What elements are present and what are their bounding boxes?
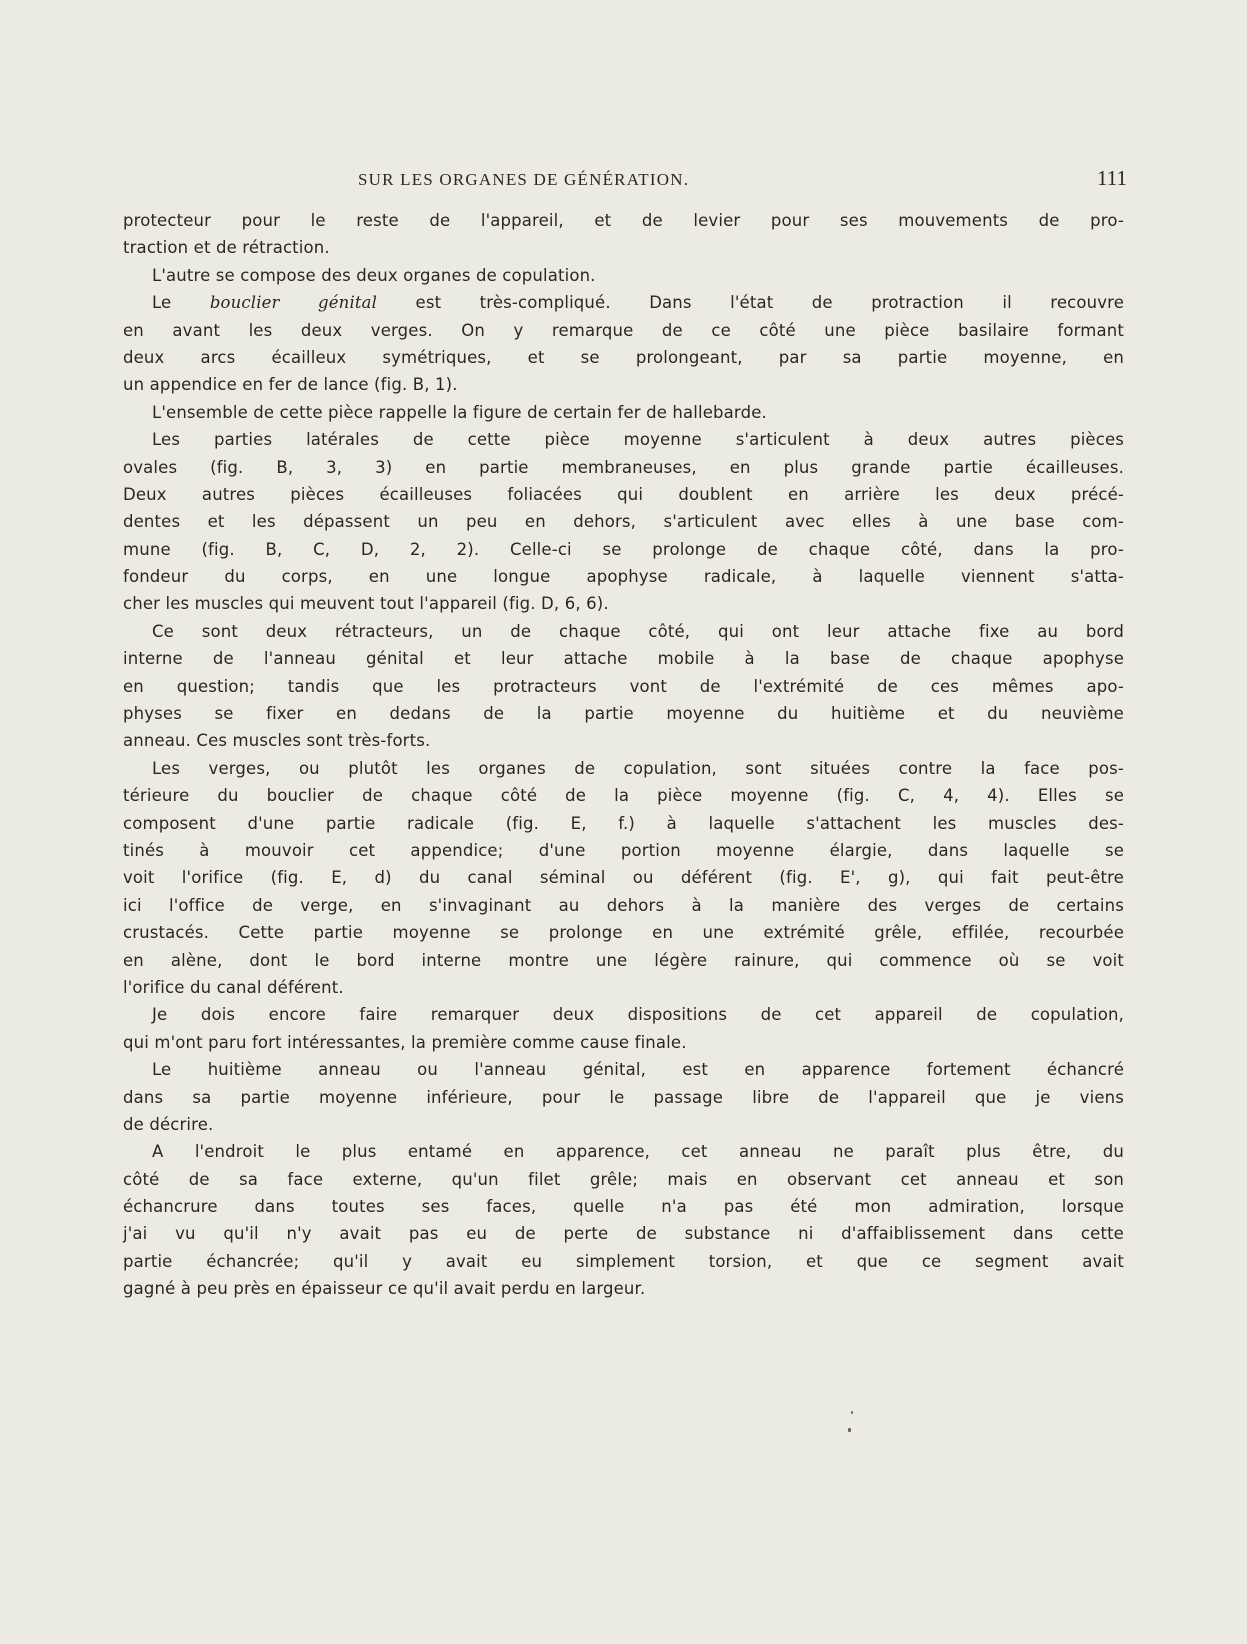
- page-number: 111: [1097, 166, 1127, 190]
- text-line: échancrure dans toutes ses faces, quelle n'a pas été mon admiration, lorsque: [123, 1197, 1124, 1217]
- text-line: mune (fig. B, C, D, 2, 2). Celle-ci se prolonge de chaque côté, dans la pro-: [123, 539, 1124, 559]
- text-line: térieure du bouclier de chaque côté de la pièce moyenne (fig. C, 4, 4). Elles se: [123, 786, 1124, 806]
- text-segment: est très-compliqué. Dans l'état de protraction il recouvre: [377, 293, 1124, 313]
- text-line: Les parties latérales de cette pièce moyenne s'articulent à deux autres pièces: [152, 430, 1124, 450]
- text-line: en alène, dont le bord interne montre une légère rainure, qui commence où se voit: [123, 950, 1124, 970]
- text-line: L'autre se compose des deux organes de copulation.: [152, 265, 596, 285]
- text-line: j'ai vu qu'il n'y avait pas eu de perte de substance ni d'affaiblissement dans cette: [123, 1224, 1124, 1244]
- text-line: qui m'ont paru fort intéressantes, la première comme cause finale.: [123, 1032, 687, 1052]
- text-line: Le huitième anneau ou l'anneau génital, est en apparence fortement échancré: [152, 1060, 1124, 1080]
- text-line: ovales (fig. B, 3, 3) en partie membraneuses, en plus grande partie écailleuses.: [123, 457, 1124, 477]
- text-line: gagné à peu près en épaisseur ce qu'il avait perdu en largeur.: [123, 1279, 646, 1299]
- text-line: [123, 289, 1124, 316]
- page-header: [120, 168, 1129, 196]
- text-line: en question; tandis que les protracteurs vont de l'extrémité de ces mêmes apo-: [123, 676, 1124, 696]
- text-line: de décrire.: [123, 1114, 214, 1134]
- text-line: Je dois encore faire remarquer deux dispositions de cet appareil de copulation,: [152, 1005, 1124, 1025]
- text-line: anneau. Ces muscles sont très-forts.: [123, 731, 431, 751]
- text-line: Ce sont deux rétracteurs, un de chaque côté, qui ont leur attache fixe au bord: [152, 621, 1124, 641]
- text-line: L'ensemble de cette pièce rappelle la figure de certain fer de hallebarde.: [152, 402, 767, 422]
- text-segment: Le: [152, 293, 210, 313]
- text-line: dentes et les dépassent un peu en dehors, s'articulent avec elles à une base com-: [123, 512, 1124, 532]
- text-line: deux arcs écailleux symétriques, et se prolongeant, par sa partie moyenne, en: [123, 347, 1124, 367]
- text-line: dans sa partie moyenne inférieure, pour le passage libre de l'appareil que je viens: [123, 1087, 1124, 1107]
- text-line: Les verges, ou plutôt les organes de copulation, sont situées contre la face pos-: [152, 758, 1124, 778]
- text-line: voit l'orifice (fig. E, d) du canal séminal ou déférent (fig. E', g), qui fait peut-être: [123, 868, 1124, 888]
- text-line: crustacés. Cette partie moyenne se prolonge en une extrémité grêle, effilée, recourbée: [123, 923, 1124, 943]
- text-line: fondeur du corps, en une longue apophyse radicale, à laquelle viennent s'atta-: [123, 567, 1124, 587]
- text-line: interne de l'anneau génital et leur attache mobile à la base de chaque apophyse: [123, 649, 1124, 669]
- text-line: un appendice en fer de lance (fig. B, 1).: [123, 375, 458, 395]
- running-title: SUR LES ORGANES DE GÉNÉRATION.: [358, 170, 690, 189]
- paper-speck: [848, 1428, 851, 1432]
- text-line: cher les muscles qui meuvent tout l'appareil (fig. D, 6, 6).: [123, 594, 609, 614]
- text-line: en avant les deux verges. On y remarque de ce côté une pièce basilaire formant: [123, 320, 1124, 340]
- text-line: protecteur pour le reste de l'appareil, et de levier pour ses mouvements de pro-: [123, 211, 1124, 230]
- text-line: l'orifice du canal déférent.: [123, 977, 344, 997]
- text-line: Deux autres pièces écailleuses foliacées qui doublent en arrière les deux précé-: [123, 484, 1124, 504]
- text-line: physes se fixer en dedans de la partie moyenne du huitième et du neuvième: [123, 704, 1124, 724]
- text-line: A l'endroit le plus entamé en apparence, cet anneau ne paraît plus être, du: [152, 1142, 1124, 1162]
- text-line: tinés à mouvoir cet appendice; d'une portion moyenne élargie, dans laquelle se: [123, 840, 1124, 860]
- body-text: [123, 207, 1124, 1303]
- text-line: composent d'une partie radicale (fig. E, f.) à laquelle s'attachent les muscles des-: [123, 813, 1124, 833]
- text-line: traction et de rétraction.: [123, 238, 330, 258]
- paper-speck: [851, 1411, 853, 1414]
- text-line: partie échancrée; qu'il y avait eu simplement torsion, et que ce segment avait: [123, 1251, 1124, 1271]
- text-line: ici l'office de verge, en s'invaginant au dehors à la manière des verges de certains: [123, 895, 1124, 915]
- text-line: côté de sa face externe, qu'un filet grêle; mais en observant cet anneau et son: [123, 1169, 1124, 1189]
- italic-term: bouclier génital: [209, 293, 378, 313]
